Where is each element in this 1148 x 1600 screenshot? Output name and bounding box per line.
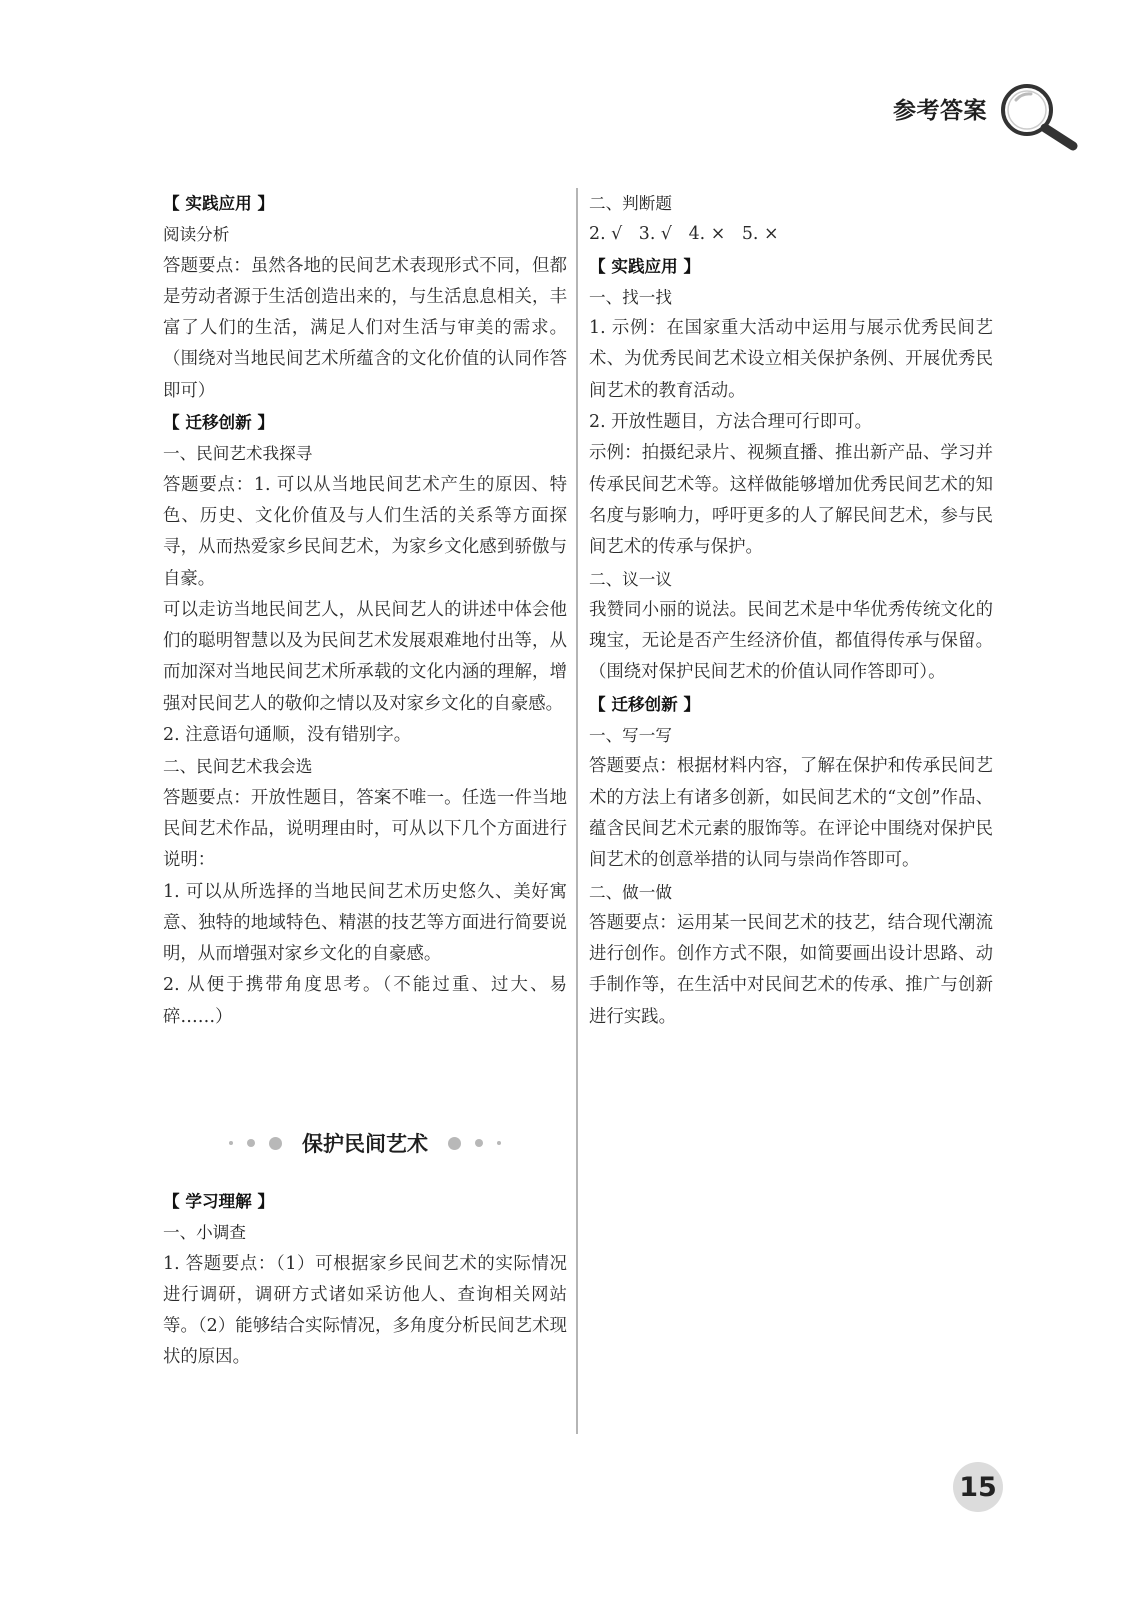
explore-paragraph: 2. 注意语句通顺，没有错别字。 xyxy=(163,725,412,746)
section-title: 保护民间艺术 xyxy=(302,1132,428,1156)
find-subheading: 一、找一找 xyxy=(589,287,672,307)
left-bottom-column xyxy=(163,1186,567,1374)
practice-heading: 【 实践应用 】 xyxy=(163,194,275,213)
judge-subheading: 二、判断题 xyxy=(589,194,672,213)
right-column xyxy=(589,188,993,1033)
explore-paragraph: 答题要点：1. 可以从当地民间艺术产生的原因、特色、历史、文化价值及与人们生活的关系等方面探寻，从而热爱家乡民间艺术，为家乡文化感到骄傲与自豪。 xyxy=(163,474,567,589)
find-paragraph: 示例：拍摄纪录片、视频直播、推出新产品、学习并传承民间艺术等。这样做能够增加优秀民间艺术的知名度与影响力，呼吁更多的人了解民间艺术，参与民间艺术的传承与保护。 xyxy=(589,443,993,558)
section-title-banner xyxy=(163,1120,567,1166)
do-paragraph: 答题要点：运用某一民间艺术的技艺，结合现代潮流进行创作。创作方式不限，如简要画出设计思路、动手制作等，在生活中对民间艺术的传承、推广与创新进行实践。 xyxy=(589,912,993,1027)
practice-heading: 【 实践应用 】 xyxy=(589,256,701,276)
do-subheading: 二、做一做 xyxy=(589,882,672,902)
header-title: 参考答案 xyxy=(893,98,987,124)
column-divider xyxy=(576,188,578,1434)
find-paragraph: 1. 示例：在国家重大活动中运用与展示优秀民间艺术、为优秀民间艺术设立相关保护条例、开展优秀民间艺术的教育活动。 xyxy=(589,318,993,401)
select-subheading: 二、民间艺术我会选 xyxy=(163,757,313,777)
page-number: 15 xyxy=(953,1462,1003,1512)
transfer-heading: 【 迁移创新 】 xyxy=(163,413,275,433)
reading-subheading: 阅读分析 xyxy=(163,225,230,245)
reading-answer: 答题要点：虽然各地的民间艺术表现形式不同，但都是劳动者源于生活创造出来的，与生活息息相关，丰富了人们的生活，满足人们对生活与审美的需求。（围绕对当地民间艺术所蕴含的文化价值的认同作答即可） xyxy=(163,255,567,401)
explore-subheading: 一、民间艺术我探寻 xyxy=(163,444,313,464)
select-paragraph: 1. 可以从所选择的当地民间艺术历史悠久、美好寓意、独特的地域特色、精湛的技艺等方面进行简要说明，从而增强对家乡文化的自豪感。 xyxy=(163,881,567,965)
find-paragraph: 2. 开放性题目，方法合理可行即可。 xyxy=(589,412,872,433)
learn-heading: 【 学习理解 】 xyxy=(163,1192,275,1211)
write-paragraph: 答题要点：根据材料内容，了解在保护和传承民间艺术的方法上有诸多创新，如民间艺术的“文创”作品、蕴含民间艺术元素的服饰等。在评论中围绕对保护民间艺术的创意举措的认同与崇尚作答即可。 xyxy=(589,756,993,871)
write-subheading: 一、写一写 xyxy=(589,726,672,746)
decorative-dots-left xyxy=(229,1137,282,1150)
discuss-subheading: 二、议一议 xyxy=(589,569,672,589)
left-column xyxy=(163,188,567,1033)
transfer-heading: 【 迁移创新 】 xyxy=(589,694,701,714)
survey-subheading: 一、小调查 xyxy=(163,1223,246,1243)
survey-paragraph: 1. 答题要点：（1）可根据家乡民间艺术的实际情况进行调研，调研方式诸如采访他人、查询相关网站等。（2）能够结合实际情况，多角度分析民间艺术现状的原因。 xyxy=(163,1253,567,1368)
judge-answers: 2. √ 3. √ 4. × 5. × xyxy=(589,224,779,245)
explore-paragraph: 可以走访当地民间艺人，从民间艺人的讲述中体会他们的聪明智慧以及为民间艺术发展艰难地付出等，从而加深对当地民间艺术所承载的文化内涵的理解，增强对民间艺人的敬仰之情以及对家乡文化的自豪感。 xyxy=(163,599,567,714)
magnifier-icon xyxy=(993,78,1083,154)
discuss-paragraph: 我赞同小丽的说法。民间艺术是中华优秀传统文化的瑰宝，无论是否产生经济价值，都值得传承与保留。（围绕对保护民间艺术的价值认同作答即可）。 xyxy=(589,599,993,683)
select-paragraph: 2. 从便于携带角度思考。（不能过重、过大、易碎……） xyxy=(163,975,567,1027)
select-paragraph: 答题要点：开放性题目，答案不唯一。任选一件当地民间艺术作品，说明理由时，可从以下几个方面进行说明： xyxy=(163,787,567,871)
decorative-dots-right xyxy=(448,1137,501,1150)
